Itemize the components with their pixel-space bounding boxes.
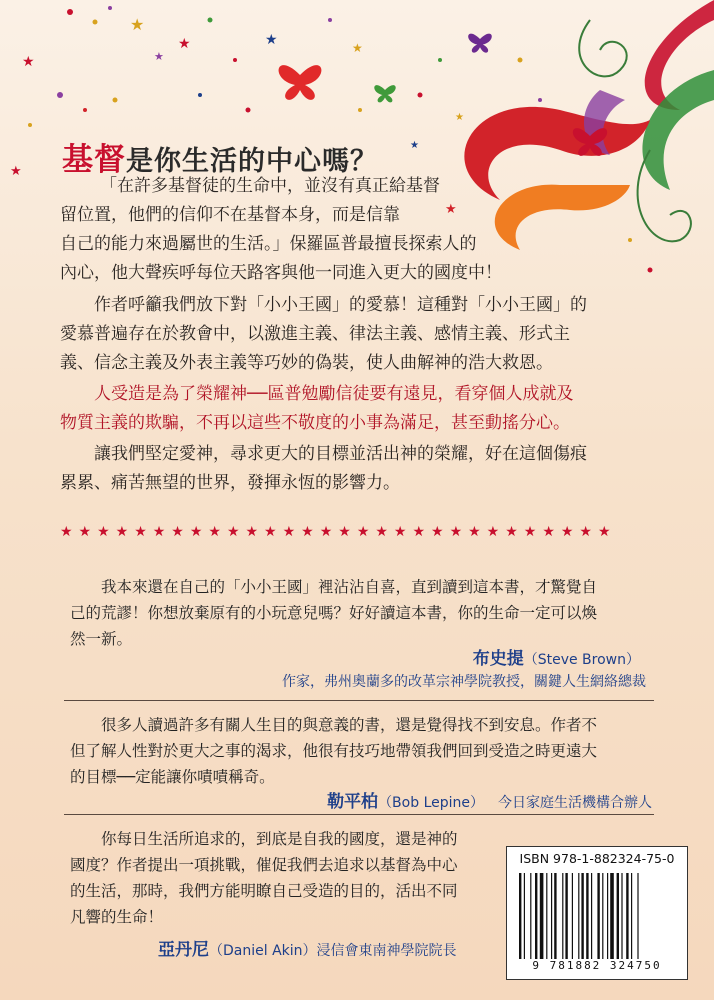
barcode-bar <box>591 873 592 959</box>
closing-line: 累累、痛苦無望的世界，發揮永恆的影響力。 <box>60 473 400 493</box>
barcode-bar <box>621 873 622 959</box>
barcode-bar <box>617 873 619 959</box>
call-line: 義、信念主義及外表主義等巧妙的偽裝，使人曲解神的浩大救恩。 <box>60 353 553 373</box>
barcode-bar <box>530 873 531 959</box>
barcode-bar <box>586 873 588 959</box>
closing-line: 讓我們堅定愛神，尋求更大的目標並活出神的榮耀，好在這個傷痕 <box>94 444 587 464</box>
svg-text:★: ★ <box>10 164 22 179</box>
purple-butterfly <box>468 34 492 53</box>
endorsement-1-signature <box>473 644 640 669</box>
svg-text:★: ★ <box>22 54 35 70</box>
endorsement-line: 你每日生活所追求的，到底是自我的國度，還是神的 <box>101 830 458 848</box>
endorser-name: 布史提 <box>472 649 524 669</box>
endorsement-3-text <box>70 826 500 930</box>
endorsement-line: 的目標──定能讓你嘖嘖稱奇。 <box>70 768 275 786</box>
barcode-bar <box>581 873 583 959</box>
barcode-bar <box>597 873 599 959</box>
endorsement-1-text <box>70 574 655 652</box>
headline-highlight: 基督 <box>62 142 126 178</box>
endorsement-line: 然一新。 <box>70 630 133 648</box>
endorser-title: 今日家庭生活機構合辦人 <box>498 795 652 811</box>
endorsement-2-signature <box>327 787 652 812</box>
barcode-bar <box>562 873 563 959</box>
endorsement-3-signature <box>158 935 457 960</box>
barcode-bar <box>565 873 567 959</box>
endorsement-line: 我本來還在自己的「小小王國」裡沾沾自喜，直到讀到這本書，才驚覺自 <box>101 578 598 596</box>
endorsement-line: 凡響的生命！ <box>70 908 164 926</box>
intro-line: 內心，他大聲疾呼每位天路客與他一同進入更大的國度中！ <box>60 263 502 283</box>
intro-paragraph <box>60 172 650 288</box>
endorsement-line: 國度？作者提出一項挑戰，催促我們去追求以基督為中心 <box>70 856 458 874</box>
barcode-digits: 9 781882 324750 <box>532 959 662 972</box>
star-divider: ★★★★★★★★★★★★★★★★★★★★★★★★★★★★★★ <box>60 524 617 540</box>
call-line: 作者呼籲我們放下對「小小王國」的愛慕！這種對「小小王國」的 <box>94 295 587 315</box>
barcode-bar <box>540 873 544 959</box>
divider-line <box>64 814 654 815</box>
endorser-title: 浸信會東南神學院院長 <box>316 943 457 959</box>
svg-text:★: ★ <box>352 41 363 55</box>
endorsement-1-title: 作家，弗州奧蘭多的改革宗神學院教授，關鍵人生網絡總裁 <box>282 674 646 690</box>
isbn-label: ISBN 978-1-882324-75-0 <box>519 851 675 866</box>
svg-text:★: ★ <box>154 50 164 63</box>
svg-text:★: ★ <box>130 15 145 34</box>
barcode-bar <box>524 873 525 959</box>
endorser-name-en: （Bob Lepine） <box>378 795 484 811</box>
barcode-bar <box>546 873 547 959</box>
svg-text:★: ★ <box>410 140 419 151</box>
barcode-bar <box>535 873 537 959</box>
highlight-paragraph <box>60 380 650 438</box>
barcode-bar <box>610 873 614 959</box>
barcode-bar <box>554 873 556 959</box>
call-line: 愛慕普遍存在於教會中，以激進主義、律法主義、感情主義、形式主 <box>60 324 570 344</box>
barcode-bar <box>631 873 632 959</box>
barcode-bar <box>551 873 552 959</box>
intro-line: 留位置，他們的信仰不在基督本身，而是信靠 <box>60 205 400 225</box>
green-butterfly <box>374 85 395 102</box>
endorsement-line: 很多人讀過許多有關人生目的與意義的書，還是覺得找不到安息。作者不 <box>101 716 598 734</box>
call-paragraph <box>60 291 650 378</box>
endorsement-2-text <box>70 712 655 790</box>
headline-rest: 是你生活的中心嗎？ <box>126 146 378 177</box>
barcode-bar <box>626 873 628 959</box>
isbn-barcode-box <box>506 846 688 980</box>
red-butterfly <box>279 65 322 100</box>
highlight-line: 人受造是為了榮耀神──區普勉勵信徒要有遠見，看穿個人成就及 <box>94 384 574 404</box>
endorser-name-en: （Daniel Akin） <box>209 943 317 959</box>
svg-text:★: ★ <box>455 112 464 123</box>
highlight-line: 物質主義的欺騙，不再以這些不敬度的小事為滿足，甚至動搖分心。 <box>60 413 570 433</box>
endorser-name-en: （Steve Brown） <box>523 652 640 668</box>
svg-text:★: ★ <box>265 32 278 48</box>
divider-line <box>64 700 654 701</box>
barcode-bar <box>572 873 573 959</box>
endorsement-line: 但了解人性對於更大之事的渴求，他很有技巧地帶領我們回到受造之時更遠大 <box>70 742 598 760</box>
svg-text:★: ★ <box>178 36 191 52</box>
vine-curl <box>579 20 627 76</box>
svg-text:★: ★ <box>445 202 457 217</box>
endorsement-line: 的生活，那時，我們方能明瞭自己受造的目的，活出不同 <box>70 882 458 900</box>
barcode-bar <box>602 873 603 959</box>
intro-line: 「在許多基督徒的生命中，並沒有真正給基督 <box>100 176 440 196</box>
endorsement-line: 己的荒謬！你想放棄原有的小玩意兒嗎？好好讀這本書，你的生命一定可以煥 <box>70 604 598 622</box>
closing-paragraph <box>60 440 650 498</box>
barcode-bar <box>578 873 579 959</box>
barcode-bar <box>637 873 638 959</box>
barcode-bar <box>607 873 608 959</box>
endorser-name: 亞丹尼 <box>158 940 209 960</box>
endorser-name: 勒平柏 <box>327 792 379 812</box>
barcode-icon <box>517 873 677 959</box>
intro-line: 自己的能力來過屬世的生活。」保羅區普最擅長探索人的 <box>60 234 477 254</box>
barcode-bar <box>519 873 521 959</box>
